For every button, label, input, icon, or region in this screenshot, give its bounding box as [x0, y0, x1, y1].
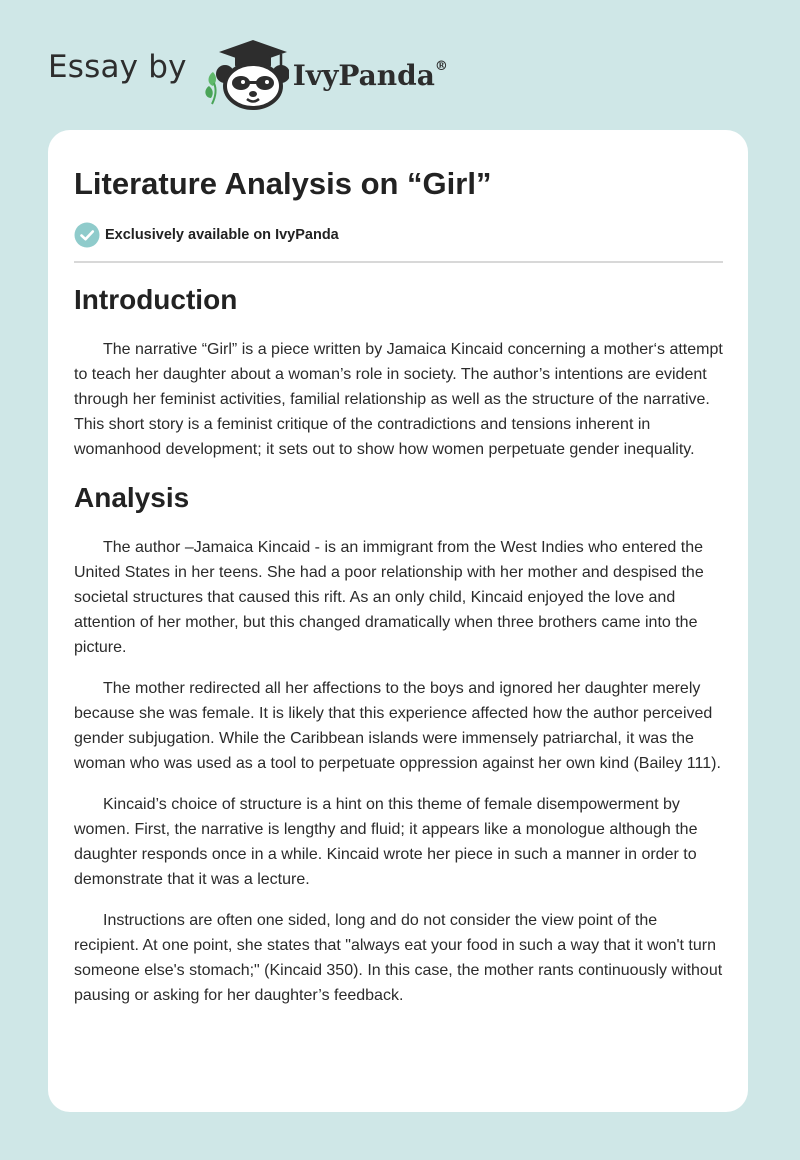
- essay-title: Literature Analysis on “Girl”: [74, 166, 492, 201]
- site-header: [48, 36, 448, 110]
- title-divider: [74, 261, 723, 263]
- section-heading-analysis: Analysis: [74, 482, 190, 514]
- paragraph: Instructions are often one sided, long and do not consider the view point of the recipient. At one point, she states that "always eat your food in such a way that it won't turn someone else's stomach;" (Kincaid 350). In this case, the mother rants continuously without pausing or asking for her daughter’s feedback.: [74, 912, 723, 1005]
- paragraph: Kincaid’s choice of structure is a hint on this theme of female disempowerment by women. First, the narrative is lengthy and fluid; it appears like a monologue although the daughter responds once in a while. Kincaid wrote her piece in such a manner in order to demonstrate that it was a lecture.: [74, 796, 698, 889]
- essay-card: [48, 130, 748, 1112]
- panda-graduate-logo-icon[interactable]: [201, 36, 289, 110]
- brand-prefix: Essay by: [48, 49, 187, 85]
- brand-name[interactable]: [293, 59, 448, 92]
- paragraph: The mother redirected all her affections to the boys and ignored her daughter merely because she was female. It is likely that this experience affected how the author perceived gender subjugation. While the Caribbean islands were immensely patriarchal, it was the woman who was used as a tool to perpetuate oppression against her own kind (Bailey 111).: [74, 680, 721, 773]
- brand-name-text: IvyPanda: [292, 58, 435, 92]
- paragraph: The author –Jamaica Kincaid - is an immigrant from the West Indies who entered the United States in her teens. She had a poor relationship with her mother and despised the societal structures that caused this rift. As an only child, Kincaid enjoyed the love and attention of her mother, but this changed dramatically when three brothers came into the picture.: [74, 539, 704, 657]
- section-heading-introduction: Introduction: [74, 284, 238, 315]
- check-circle-icon: [74, 222, 100, 248]
- exclusive-badge-text: Exclusively available on IvyPanda: [105, 227, 339, 243]
- exclusive-badge: [74, 222, 339, 248]
- essay-body: [74, 280, 723, 1024]
- registered-mark: ®: [434, 59, 448, 75]
- paragraph: The narrative “Girl” is a piece written by Jamaica Kincaid concerning a mother‘s attempt to teach her daughter about a woman’s role in society. The author’s intentions are evident through her feminist activities, familial relationship as well as the structure of the narrative. This short story is a feminist critique of the contradictions and tensions inherent in womanhood development; it sets out to show how women perpetuate gender inequality.: [74, 341, 723, 459]
